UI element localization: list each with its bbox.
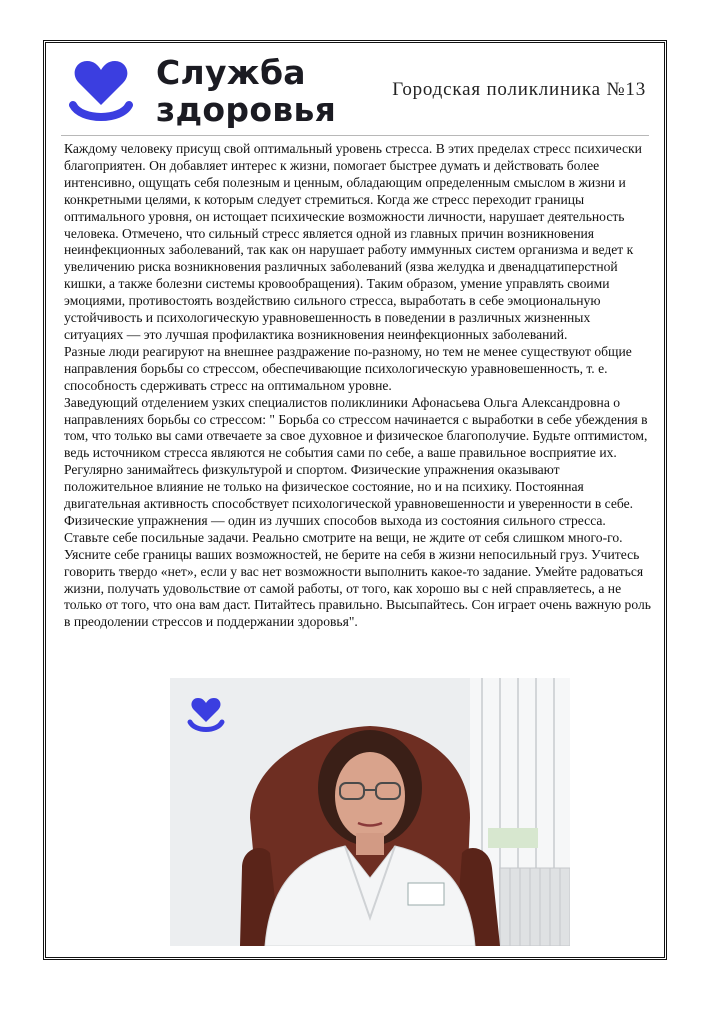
paragraph-2: Разные люди реагируют на внешнее раздражение по-разному, но тем не менее существуют общие направления борьбы со стрессом, обеспечивающие психологическую уравновешенность, т. е. способность сдерживать стресс на оптимальном уровне.: [64, 343, 632, 393]
header-divider: [61, 135, 649, 136]
paragraph-5: Ставьте себе посильные задачи. Реально смотрите на вещи, не ждите от себя слишком много-го. Уясните себе границы ваших возможностей, не берите на себя в жизни непосильный груз. Учитесь говорить твердо «нет», если у вас нет возможности выполнить какое-то задание. Умейте радоваться жизни, получать удовольствие от самой работы, от того, как хорошо вы с ней справляетесь, а не только от того, что она вам даст. Питайтесь правильно. Высыпайтесь. Сон играет очень важную роль в преодолении стрессов и поддержании здоровья".: [64, 529, 651, 630]
header: [46, 43, 664, 139]
paragraph-1: Каждому человеку присущ свой оптимальный уровень стресса. В этих пределах стресс психически благоприятен. Он добавляет интерес к жизни, помогает быстрее думать и действовать более интенсивно, ощущать себя полезным и ценным, обладающим определенным смыслом в жизни и конкретными целями, к которым следует стремиться. Когда же стресс переходит границы оптимального уровня, он истощает психические возможности личности, нарушает деятельность человека. Отмечено, что сильный стресс является одной из главных причин возникновения неинфекционных заболеваний, так как он нарушает работу иммунных систем организма и ведет к увеличению риска возникновения различных заболеваний (язва желудка и двенадцатиперстной кишки, а также болезни системы кровообращения). Таким образом, умение управлять своими эмоциями, противостоять воздействию сильного стресса, выработать в себе эмоциональную устойчивость и психологическую уравновешенность в поведении в различных жизненных ситуациях — это лучшая профилактика возникновения неинфекционных заболеваний.: [64, 141, 642, 342]
heart-smile-logo-icon: [67, 55, 135, 127]
paragraph-3: Заведующий отделением узких специалистов поликлиники Афонасьева Ольга Александровна о направлениях борьбы со стрессом: " Борьба со стрессом начинается с выработки в себе убеждения в том, что только вы сами отвечаете за свое духовное и физическое благополучие. Будьте оптимистом, ведь источником стресса являются не события сами по себе, а ваше правильное восприятие их.: [64, 394, 648, 461]
paragraph-4: Регулярно занимайтесь физкультурой и спортом. Физические упражнения оказывают положительное влияние не только на физическое состояние, но и на психику. Постоянная двигательная активность способствует психологической уравновешенности и уверенности в себе. Физические упражнения — один из лучших способов выхода из состояния сильного стресса.: [64, 462, 634, 528]
logo-line-2: здоровья: [156, 90, 337, 129]
article-body: [64, 141, 652, 631]
page-frame: [43, 40, 667, 960]
logo-line-1: Служба: [156, 53, 306, 92]
logo-wordmark: [156, 54, 336, 128]
doctor-photo: [170, 678, 570, 946]
clinic-name: Городская поликлиника №13: [392, 79, 646, 100]
